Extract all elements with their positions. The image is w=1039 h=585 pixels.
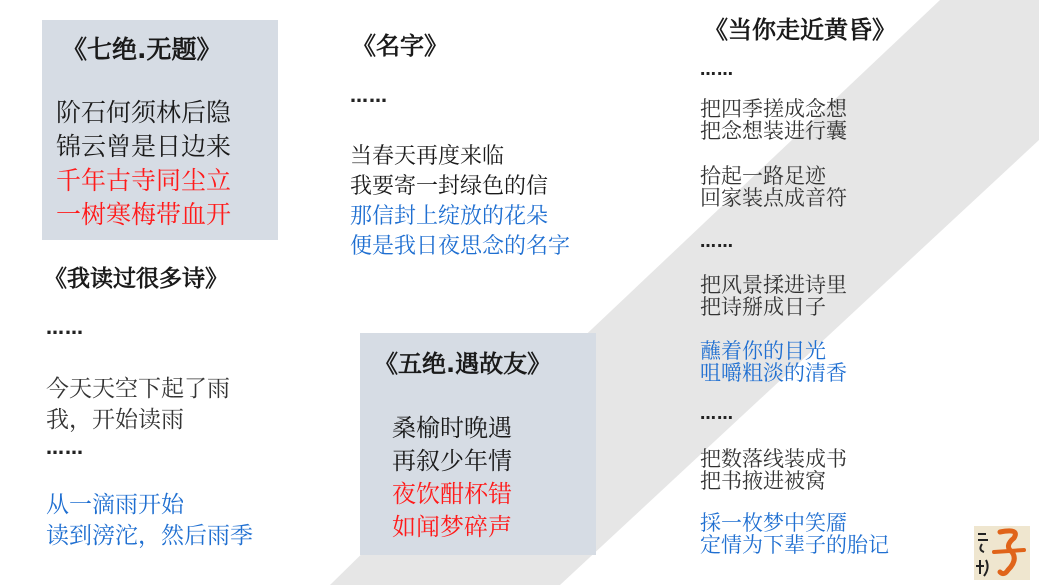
- poem3-line-2: 我要寄一封绿色的信: [350, 174, 549, 199]
- poem2-dots-2: ……: [46, 438, 84, 459]
- poem2-body: [46, 374, 230, 436]
- poem5-title: 《当你走近黄昏》: [704, 15, 896, 44]
- poem5-g3-line-1: 把风景揉进诗里: [700, 273, 847, 297]
- poem5-g5-line-2: 把书掖进被窝: [700, 469, 826, 493]
- poem1-line-1: 阶石何须林后隐: [56, 98, 232, 127]
- poem5-group-5: [700, 448, 847, 492]
- poem1-line-3: 千年古寺同尘立: [56, 166, 232, 195]
- poem1-title: 《七绝.无题》: [62, 35, 222, 64]
- poem4-title: 《五绝.遇故友》: [374, 350, 552, 378]
- poem5-dots-3: ……: [700, 404, 734, 423]
- poem5-group-3: [700, 274, 847, 318]
- poem2-title: 《我读过很多诗》: [44, 265, 228, 292]
- poem5-g4-line-2: 咀嚼粗淡的清香: [700, 361, 847, 385]
- poem3-dots: ……: [350, 86, 388, 107]
- poem5-g1-line-2: 把念想装进行囊: [700, 119, 847, 143]
- poem5-g2-line-1: 拾起一路足迹: [700, 164, 826, 188]
- poem2-line-1: 今天天空下起了雨: [46, 376, 230, 402]
- poem5-g6-line-2: 定情为下辈子的胎记: [700, 533, 889, 557]
- poem4-line-4: 如闻梦碎声: [392, 513, 512, 541]
- poem4-line-2: 再叙少年情: [392, 447, 512, 475]
- seal-logo: [974, 526, 1030, 580]
- poem4-line-1: 桑榆时晚遇: [392, 414, 512, 442]
- poem5-g5-line-1: 把数落线装成书: [700, 447, 847, 471]
- poem2-dots-1: ……: [46, 318, 84, 339]
- poem5-g6-line-1: 採一枚梦中笑靥: [700, 511, 847, 535]
- poem4-line-3: 夜饮酣杯错: [392, 480, 512, 508]
- poem5-dots-2: ……: [700, 232, 734, 251]
- poem3-title: 《名字》: [352, 31, 448, 60]
- poem3-blue-line-2: 便是我日夜思念的名字: [350, 234, 571, 259]
- poem5-group-1: [700, 98, 847, 142]
- poem1-line-4: 一树寒梅带血开: [56, 200, 232, 229]
- poem5-group-4: [700, 340, 847, 384]
- poem5-g3-line-2: 把诗掰成日子: [700, 295, 826, 319]
- poem2-line-2: 我，开始读雨: [46, 407, 184, 433]
- poem5-group-6: [700, 512, 889, 556]
- poem3-body: [350, 142, 570, 262]
- poem3-blue-line-1: 那信封上绽放的花朵: [350, 204, 549, 229]
- poem5-dots-1: ……: [700, 60, 734, 79]
- poem5-group-2: [700, 165, 847, 209]
- poem2-blue-body: [46, 490, 253, 552]
- poem5-g4-line-1: 蘸着你的目光: [700, 339, 826, 363]
- poem3-line-1: 当春天再度来临: [350, 144, 505, 169]
- poem2-blue-line-2: 读到滂沱，然后雨季: [46, 523, 253, 549]
- poem2-blue-line-1: 从一滴雨开始: [46, 492, 184, 518]
- poem4-body: [392, 412, 512, 544]
- poem1-body: [56, 96, 231, 232]
- poem1-line-2: 锦云曾是日边来: [56, 132, 232, 161]
- poem5-g2-line-2: 回家装点成音符: [700, 186, 847, 210]
- poem5-g1-line-1: 把四季搓成念想: [700, 97, 847, 121]
